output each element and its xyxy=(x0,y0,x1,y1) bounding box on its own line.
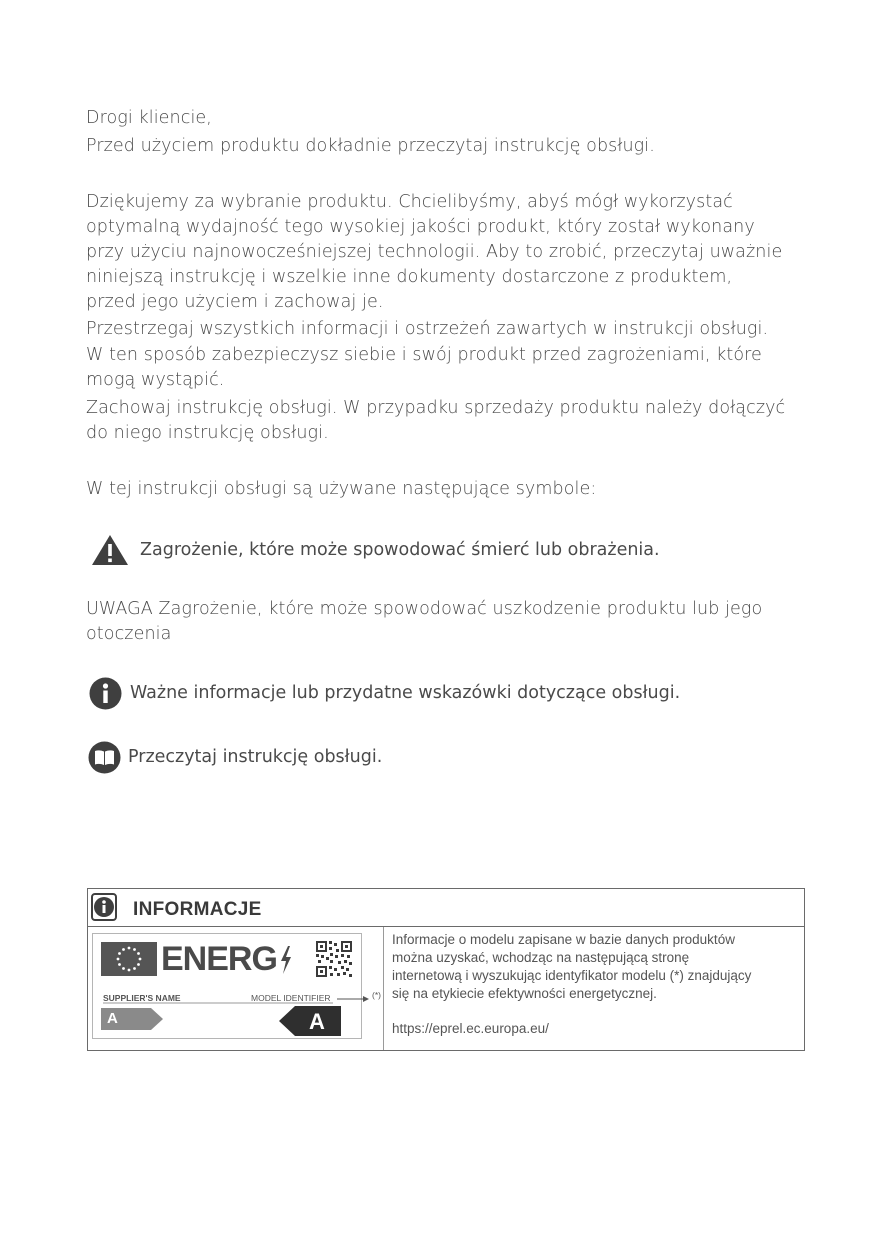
text-line: przy użyciu najnowocześniejszej technologii. Aby to zrobić, przeczytaj uważnie xyxy=(86,242,783,262)
text-line: Zachowaj instrukcję obsługi. W przypadku sprzedaży produktu należy dołączyć xyxy=(86,398,786,418)
text-line: Informacje o modelu zapisane w bazie danych produktów xyxy=(392,932,735,947)
text-line: optymalną wydajność tego wysokiej jakości produkt, który został wykonany xyxy=(86,217,755,237)
intro-text: Przed użyciem produktu dokładnie przeczytaj instrukcję obsługi. xyxy=(86,136,655,156)
symbol-manual-row xyxy=(88,741,382,774)
supplier-line xyxy=(103,1002,333,1004)
text-line: przed jego użyciem i zachowaj je. xyxy=(86,292,384,312)
model-identifier-label: MODEL IDENTIFIER xyxy=(251,993,331,1003)
symbol-danger-row xyxy=(90,533,660,567)
text-line: niniejszą instrukcję i wszelkie inne dokumenty dostarczone z produktem, xyxy=(86,267,733,287)
info-square-icon xyxy=(91,893,117,921)
symbol-manual-label: Przeczytaj instrukcję obsługi. xyxy=(128,747,383,767)
arrow-right-icon xyxy=(337,995,369,1003)
text-line: się na etykiecie efektywności energetycznej. xyxy=(392,986,657,1001)
text-line: otoczenia xyxy=(86,624,172,644)
book-icon xyxy=(88,741,121,774)
symbol-info-row xyxy=(89,677,680,710)
text-line: mogą wystąpić. xyxy=(86,370,225,390)
efficiency-class-arrow xyxy=(279,1006,341,1036)
symbol-info-label: Ważne informacje lub przydatne wskazówki dotyczące obsługi. xyxy=(130,683,681,703)
lightning-icon xyxy=(279,946,293,974)
information-box xyxy=(87,888,805,1051)
greeting: Drogi kliencie, xyxy=(86,108,212,128)
information-box-title: INFORMACJE xyxy=(133,899,262,920)
eu-flag-icon xyxy=(101,942,157,976)
energy-label xyxy=(92,933,381,1039)
supplier-name-label: SUPPLIER'S NAME xyxy=(103,993,181,1003)
text-line: można uzyskać, wchodząc na następującą stronę xyxy=(392,950,690,965)
eprel-link[interactable]: https://eprel.ec.europa.eu/ xyxy=(392,1021,549,1036)
info-circle-icon xyxy=(89,677,122,710)
efficiency-class-letter: A xyxy=(309,1009,325,1034)
text-line: do niego instrukcję obsługi. xyxy=(86,423,329,443)
footnote-marker: (*) xyxy=(372,990,381,1000)
information-box-header xyxy=(88,889,804,927)
energy-word: ENERG xyxy=(161,940,277,978)
text-line: W ten sposób zabezpieczysz siebie i swój produkt przed zagrożeniami, które xyxy=(86,345,762,365)
scale-class-letter: A xyxy=(107,1010,118,1027)
information-text xyxy=(392,931,751,1038)
text-line: UWAGA Zagrożenie, które może spowodować uszkodzenie produktu lub jego xyxy=(86,599,763,619)
symbols-intro: W tej instrukcji obsługi są używane następujące symbole: xyxy=(86,479,597,499)
energy-label-panel xyxy=(88,927,384,1050)
text-line: internetową i wyszukując identyfikator modelu (*) znajdujący xyxy=(392,968,752,983)
text-line: Dziękujemy za wybranie produktu. Chcielibyśmy, abyś mógł wykorzystać xyxy=(86,192,733,212)
symbol-danger-label: Zagrożenie, które może spowodować śmierć lub obrażenia. xyxy=(140,539,660,560)
warning-triangle-icon xyxy=(90,533,130,567)
efficiency-scale-arrow xyxy=(101,1008,163,1030)
text-line: Przestrzegaj wszystkich informacji i ostrzeżeń zawartych w instrukcji obsługi. xyxy=(86,319,769,339)
qr-code-icon xyxy=(315,940,353,978)
